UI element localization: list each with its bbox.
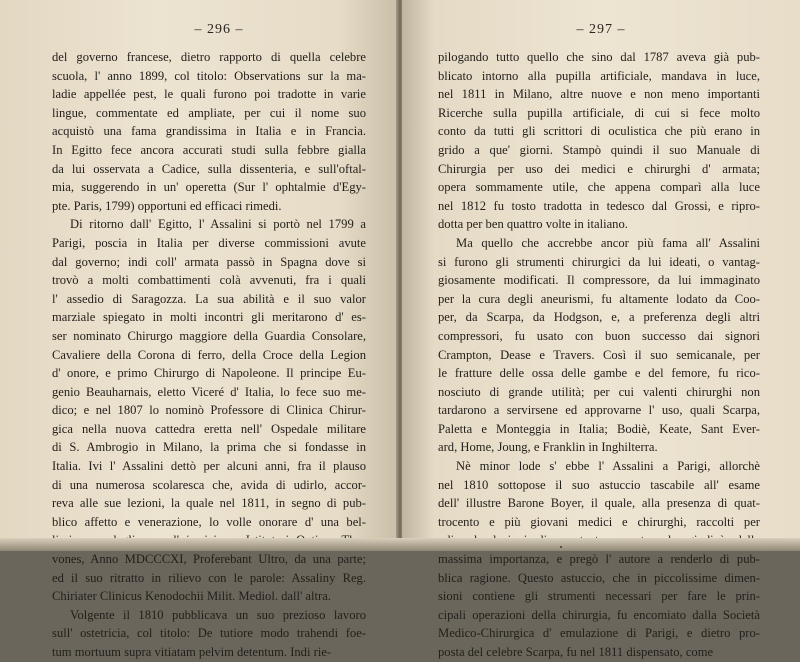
text-line: giosamente modificati. Il compressore, da lui immaginato (438, 273, 760, 288)
text-line: del governo francese, dietro rapporto di quella celebre (52, 50, 366, 64)
text-line: Volgente il 1810 pubblicava un suo prezioso lavoro (70, 607, 366, 622)
page-number-right: – 297 – (576, 22, 626, 37)
text-line: da lui osservata a Cadice, sulla dissenteria, e sull'oftal- (52, 161, 366, 176)
text-line: Chirurgia per uso dei medici e chirurghi d' armata; (438, 161, 760, 176)
text-line: tardarono a servirsene ed approvarne l' uso, quali Scarpa, (438, 403, 760, 418)
text-line: Ricerche sulla pupilla artificiale, di cui si fece molto (438, 105, 760, 120)
text-line: Di ritorno dall' Egitto, l' Assalini si portò nel 1799 a (70, 217, 366, 232)
page-bottom-edge (0, 538, 800, 551)
text-line: per, da Scarpa, da Hodgson, e, a preferenza degli altri (438, 310, 760, 325)
text-line: acquistò una fama grandissima in Italia e in Francia. (52, 124, 366, 139)
text-line: Crampton, Dease e Travers. Così il suo semicanale, per (438, 347, 760, 362)
text-line: nosciuto di grande utilità; per cui valenti chirurghi non (438, 384, 760, 399)
text-line: Italia. Ivi l' Assalini dettò per alcuni anni, fra il plauso (52, 459, 366, 474)
text-line: Chiriater Clinicus Kenodochii Milit. Mediol. dall' altra. (52, 589, 331, 604)
text-line: sioni contiene gli strumenti necessari per fare le prin- (438, 589, 760, 604)
text-line: Cavaliere della Corona di ferro, della Croce della Legion (52, 347, 366, 362)
text-line: per la cura degli aneurismi, fu altamente lodato da Coo- (438, 291, 760, 306)
text-line: trocento e più giovani medici e chirurghi, raccolti per (438, 514, 760, 529)
text-line: dal governo; indi coll' armata passò in Spagna dove si (52, 254, 366, 269)
text-line: vones, Anno MDCCCXI, Proferebant Ultro, da una parte; (52, 552, 366, 567)
text-line: d' onore, e primo Chirurgo di Napoleone. Il principe Eu- (52, 366, 366, 381)
text-line: mia, suggerendo in un' operetta (Sur l' ophtalmie d'Egy- (52, 180, 366, 195)
text-line: sull' ostetricia, col titolo: De tutiore modo trahendi foe- (52, 626, 366, 641)
text-line: si furono gli strumenti chirurgici da lui ideati, o vantag- (438, 254, 760, 269)
text-line: ed il suo ritratto in rilievo con le parole: Assaliny Reg. (52, 570, 366, 585)
text-line: gica nella nuova cattedra eretta nell' Ospedale militare (52, 421, 366, 436)
text-line: massima importanza, e pregò l' autore a renderlo di pub- (438, 552, 760, 567)
text-line: blicato intorno alla pupilla artificiale, mandava in luce, (438, 68, 760, 83)
text-line: dotta per ben quattro volte in italiano. (438, 217, 628, 232)
text-line: nel 1811 in Milano, altre nuove e non meno importanti (438, 87, 760, 102)
text-line: dico; e nel 1807 lo nominò Professore di Clinica Chirur- (52, 403, 366, 418)
text-line: opera sommamente utile, che appena comparì alla luce (438, 180, 760, 195)
page-number-left: – 296 – (194, 22, 244, 37)
text-line: pte. Paris, 1799) opportuni ed efficaci rimedi. (52, 198, 282, 213)
right-page-text (438, 48, 760, 662)
text-line: grido a que' giorni. Stampò quindi il suo Manuale di (438, 142, 760, 157)
text-line: Medico-Chirurgica d' emulazione di Parigi, e dietro pro- (438, 626, 760, 641)
text-line: scuola, l' anno 1899, col titolo: Observations sur la ma- (52, 68, 366, 83)
text-line: posta del celebre Scarpa, fu nel 1811 dispensato, come (438, 645, 714, 659)
text-line: nel 1812 fu tosto tradotta in tedesco dal Grossi, e ripro- (438, 198, 760, 213)
text-line: compressori, fu usato con buon successo dai signori (438, 328, 760, 343)
text-line: blico affetto e venerazione, lo volle onorare d' una bel- (52, 514, 366, 529)
text-line: Ma quello che accrebbe ancor più fama all' Assalini (456, 235, 760, 250)
text-line: reva alle sue lezioni, la quale nel 1811, in segno di pub- (52, 496, 366, 511)
text-line: Paletta e Monteggia in Italia; Bodiè, Keate, Sant Ever- (438, 421, 760, 436)
text-line: ard, Home, Joung, e Franklin in Inghilterra. (438, 440, 658, 455)
text-line: l' assedio di Saragozza. La sua abilità e il suo valor (52, 291, 366, 306)
text-line: In Egitto fece ancora accurati studi sulla febbre gialla (52, 142, 366, 157)
text-line: Parigi, poscia in Italia per diverse commissioni avute (52, 235, 366, 250)
text-line: trovò a molti combattimenti colà avvenuti, fra i quali (52, 273, 366, 288)
text-line: di S. Ambrogio in Milano, la prima che si fondasse in (52, 440, 366, 455)
text-line: nel 1810 sottopose il suo astuccio tascabile all' esame (438, 477, 760, 492)
text-line: cipali operazioni della chirurgia, fu encomiato dalla Società (438, 607, 760, 622)
text-line: lingue, commentate ed ampliate, per cui il nome suo (52, 105, 366, 120)
left-page (0, 0, 398, 659)
text-line: conto da tutti gli scrittori di oculistica che più erano in (438, 124, 760, 139)
text-line: ser nominato Chirurgo maggiore della Guardia Consolare, (52, 328, 366, 343)
text-line: genio Beauharnais, eletto Viceré d' Italia, lo fece suo me- (52, 384, 366, 399)
text-line: Nè minor lode s' ebbe l' Assalini a Parigi, allorchè (456, 459, 760, 474)
paper-speck (560, 546, 562, 548)
text-line: tum mortuum supra vitiatam pelvim detentum. Indi rie- (52, 645, 332, 659)
right-page (402, 0, 800, 659)
left-page-text (52, 48, 366, 662)
text-line: marziale spiegato in molti incontri gli meritarono d' es- (52, 310, 366, 325)
text-line: le fratture delle ossa delle gambe e del femore, fu rico- (438, 366, 760, 381)
text-line: blica ragione. Questo astuccio, che in piccolissime dimen- (438, 570, 760, 585)
text-line: di una numerosa scolaresca che, avida di udirlo, accor- (52, 477, 366, 492)
text-line: dell' illustre Barone Boyer, il quale, alla presenza di quat- (438, 496, 760, 511)
text-line: ladie appellée pest, le quali furono poi tradotte in varie (52, 87, 366, 102)
text-line: pilogando tutto quello che sino dal 1787 aveva già pub- (438, 50, 760, 64)
